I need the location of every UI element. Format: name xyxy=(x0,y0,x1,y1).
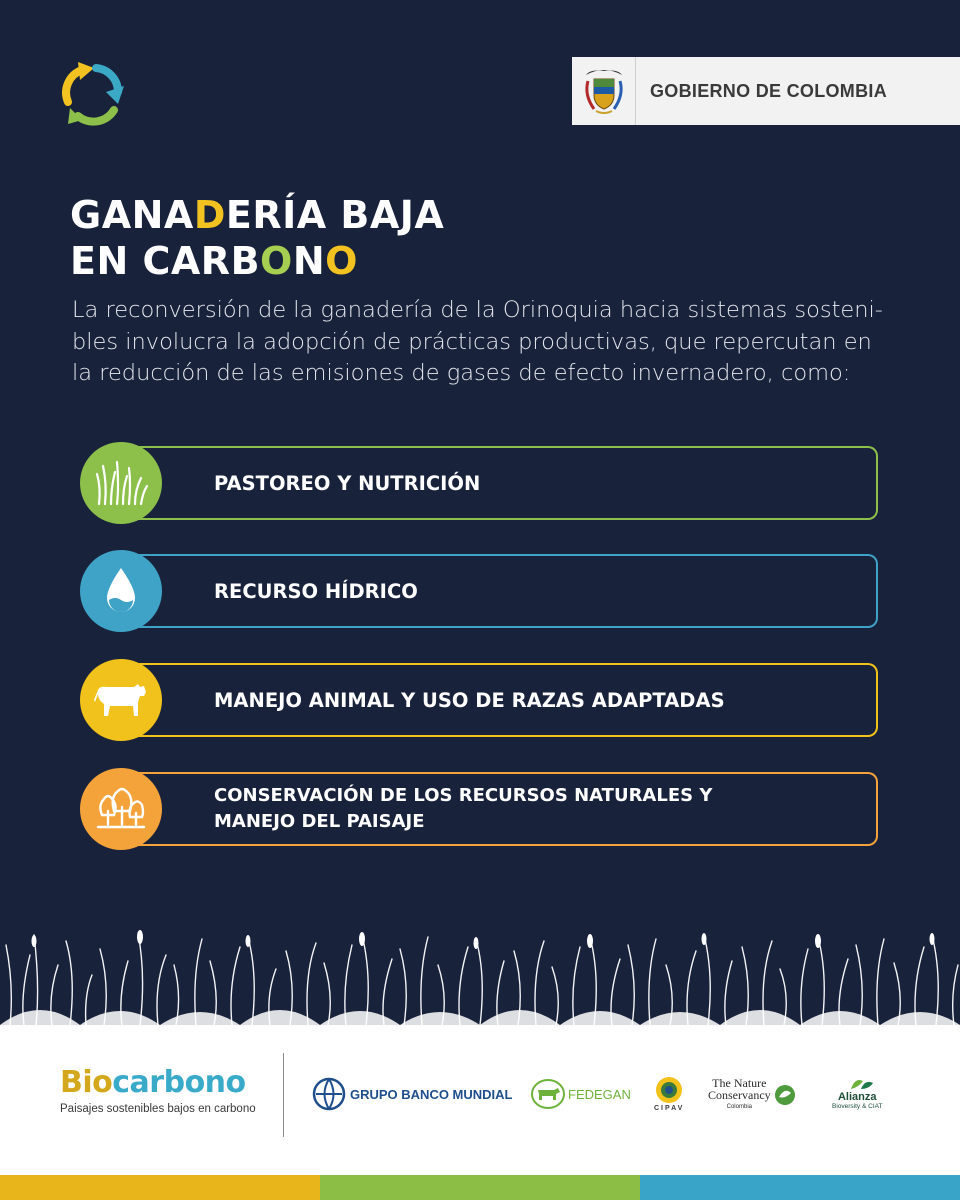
tnc-label-line: The Nature xyxy=(712,1076,767,1090)
banco-mundial-label: GRUPO BANCO MUNDIAL xyxy=(350,1086,513,1102)
title-segment: ERÍA BAJA xyxy=(225,193,445,237)
trees-icon xyxy=(80,768,162,850)
fedegan-label: FEDEGAN xyxy=(568,1086,631,1102)
intro-line: bles involucra la adopción de prácticas productivas, que repercutan en xyxy=(72,328,872,355)
biocarbono-tagline: Paisajes sostenibles bajos en carbono xyxy=(60,1103,256,1115)
globe-icon xyxy=(312,1077,346,1111)
stripe-blue xyxy=(640,1175,960,1200)
practice-label: PASTOREO Y NUTRICIÓN xyxy=(214,471,481,495)
cipav-label: CIPAV xyxy=(654,1105,685,1112)
practice-label-line: CONSERVACIÓN DE LOS RECURSOS NATURALES Y xyxy=(214,785,713,806)
footer-divider xyxy=(283,1053,284,1137)
practice-label: MANEJO ANIMAL Y USO DE RAZAS ADAPTADAS xyxy=(214,688,725,712)
title-segment: N xyxy=(292,239,326,283)
title-segment: GANA xyxy=(70,193,194,237)
fedegan-cow-icon xyxy=(530,1078,566,1110)
intro-line: La reconversión de la ganadería de la Orinoquia hacia sistemas sosteni- xyxy=(72,297,883,323)
nature-conservancy-logo xyxy=(708,1077,797,1113)
title-line-2 xyxy=(70,238,444,284)
alianza-label-line: Alianza xyxy=(837,1091,877,1103)
cipav-emblem-icon xyxy=(654,1075,684,1105)
grass-silhouette-decoration xyxy=(0,925,960,1025)
stripe-green xyxy=(320,1175,640,1200)
title-segment: O xyxy=(260,239,293,283)
banco-mundial-logo xyxy=(312,1077,513,1111)
fedegan-logo xyxy=(530,1078,631,1110)
cipav-logo xyxy=(654,1075,684,1112)
page-title xyxy=(70,192,444,284)
water-drop-icon xyxy=(80,550,162,632)
title-segment: EN CAR xyxy=(70,239,231,283)
title-line-1 xyxy=(70,192,444,238)
government-banner xyxy=(572,57,960,125)
title-segment: O xyxy=(325,239,358,283)
intro-paragraph xyxy=(72,295,902,390)
practice-label: RECURSO HÍDRICO xyxy=(214,579,418,603)
title-segment: B xyxy=(230,239,261,283)
wordmark-part: carbono xyxy=(112,1065,246,1100)
tnc-label-line: Conservancy xyxy=(708,1088,771,1102)
grass-icon xyxy=(80,442,162,524)
colombia-coat-of-arms-icon xyxy=(572,57,636,125)
recycle-arrows-logo xyxy=(56,58,128,126)
intro-line: la reducción de las emisiones de gases de efecto invernadero, como: xyxy=(72,360,851,386)
title-segment: D xyxy=(193,193,226,237)
leaf-globe-icon xyxy=(773,1083,797,1107)
practice-item-pastoreo xyxy=(80,442,880,524)
tnc-label-line: Colombia xyxy=(726,1104,752,1110)
practice-item-conservacion xyxy=(80,768,880,850)
biocarbono-logo xyxy=(60,1065,256,1115)
alianza-label-line: Bioversity & CIAT xyxy=(832,1103,883,1110)
practice-item-manejo-animal xyxy=(80,659,880,741)
footer-partners xyxy=(0,1025,960,1175)
alianza-logo xyxy=(832,1077,882,1110)
practice-label-line: MANEJO DEL PAISAJE xyxy=(214,811,425,832)
biocarbono-wordmark xyxy=(60,1065,256,1100)
alianza-leaf-icon xyxy=(837,1077,877,1091)
cow-icon xyxy=(80,659,162,741)
practice-item-recurso-hidrico xyxy=(80,550,880,632)
practice-label xyxy=(214,768,712,850)
wordmark-part: Bio xyxy=(60,1065,113,1100)
government-label: GOBIERNO DE COLOMBIA xyxy=(650,80,888,101)
stripe-yellow xyxy=(0,1175,320,1200)
